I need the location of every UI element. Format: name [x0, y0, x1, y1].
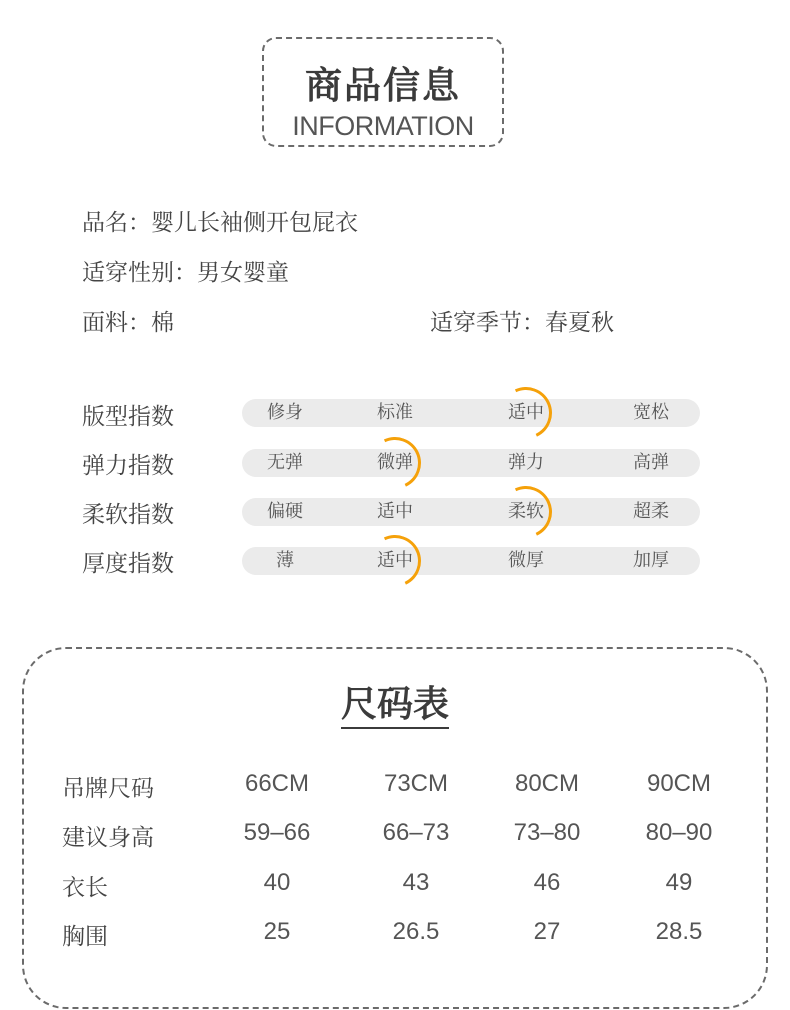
index-bar [242, 449, 700, 477]
index-label: 版型指数 [82, 404, 174, 430]
index-option: 宽松 [633, 402, 669, 423]
index-bar [242, 498, 700, 526]
size-table-title: 尺码表 [0, 676, 790, 727]
index-bar [242, 399, 700, 427]
index-option: 加厚 [633, 550, 669, 571]
size-cell: 90CM [646, 770, 712, 797]
selection-ring [362, 528, 429, 595]
index-option: 偏硬 [267, 501, 303, 522]
index-option: 无弹 [267, 452, 303, 473]
selection-ring [362, 430, 429, 497]
product-gender: 适穿性别：男女婴童 [82, 260, 289, 286]
product-season: 适穿季节：春夏秋 [430, 310, 614, 336]
index-option: 弹力 [508, 452, 544, 473]
index-option: 适中 [377, 501, 413, 522]
index-label: 柔软指数 [82, 502, 174, 528]
size-cell: 80CM [514, 770, 580, 797]
selection-ring [493, 479, 560, 546]
index-option: 超柔 [633, 501, 669, 522]
size-cell: 28.5 [655, 918, 703, 945]
size-cell: 73–80 [513, 819, 581, 846]
info-title: 商品信息 [305, 64, 461, 107]
index-option-selected: 微弹 [377, 452, 413, 473]
size-cell: 43 [402, 869, 430, 896]
size-cell: 66CM [244, 770, 310, 797]
index-option: 微厚 [508, 550, 544, 571]
size-row-label: 衣长 [62, 875, 108, 901]
size-cell: 80–90 [645, 819, 713, 846]
size-cell: 73CM [383, 770, 449, 797]
size-cell: 66–73 [382, 819, 450, 846]
info-subtitle: INFORMATION [292, 111, 474, 141]
size-cell: 49 [665, 869, 693, 896]
index-option: 标准 [377, 402, 413, 423]
size-cell: 59–66 [243, 819, 311, 846]
product-fabric: 面料：棉 [82, 310, 174, 336]
size-cell: 25 [263, 918, 291, 945]
index-option-selected: 适中 [377, 550, 413, 571]
size-cell: 27 [533, 918, 561, 945]
info-header-box [262, 37, 504, 147]
index-bar [242, 547, 700, 575]
index-option: 修身 [267, 402, 303, 423]
size-cell: 26.5 [392, 918, 440, 945]
index-option-selected: 柔软 [508, 501, 544, 522]
index-label: 厚度指数 [82, 551, 174, 577]
index-label: 弹力指数 [82, 453, 174, 479]
selection-ring [493, 380, 560, 447]
size-cell: 40 [263, 869, 291, 896]
size-row-label: 吊牌尺码 [62, 776, 154, 802]
index-option: 薄 [276, 550, 294, 571]
size-row-label: 胸围 [62, 924, 108, 950]
index-option-selected: 适中 [508, 402, 544, 423]
size-row-label: 建议身高 [62, 825, 154, 851]
product-name: 品名：婴儿长袖侧开包屁衣 [82, 210, 358, 236]
index-option: 高弹 [633, 452, 669, 473]
size-cell: 46 [533, 869, 561, 896]
